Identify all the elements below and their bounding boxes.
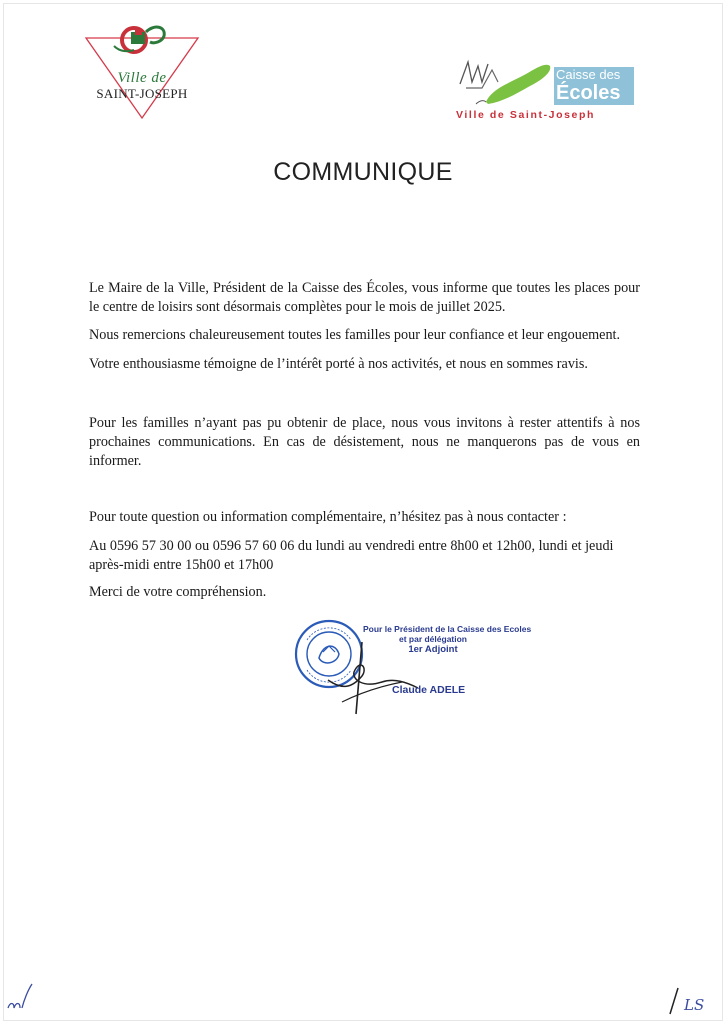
logo-left-line1: Ville de bbox=[117, 70, 167, 86]
paragraph-thanks: Nous remercions chaleureusement toutes les familles pour leur confiance et leur engouement. bbox=[89, 327, 621, 343]
logo-left-line2: SAINT-JOSEPH bbox=[96, 86, 188, 101]
initials-right-text-icon: LS bbox=[684, 996, 705, 1014]
initials-right bbox=[662, 984, 712, 1018]
ville-saint-joseph-logo bbox=[84, 22, 200, 122]
signature-line1: Pour le Président de la Caisse des Ecoles bbox=[363, 624, 532, 634]
logo-right-caisse: Caisse des bbox=[556, 67, 621, 82]
paragraph-waitlist: Pour les familles n’ayant pas pu obtenir de place, nous vous invitons à rester attentifs à nos prochaines communications. En cas de désistement, nous ne manquerons pas de vous en informer. bbox=[89, 415, 640, 469]
signature-block bbox=[363, 624, 532, 656]
caisse-des-ecoles-logo bbox=[452, 52, 642, 124]
signature-line3: 1er Adjoint bbox=[408, 644, 458, 655]
signature-line2: et par délégation bbox=[398, 634, 467, 644]
paragraph-closing: Merci de votre compréhension. bbox=[89, 584, 267, 600]
initials-left-icon bbox=[4, 978, 38, 1012]
paragraph-announcement: Le Maire de la Ville, Président de la Caisse des Écoles, vous informe que toutes les places pour le centre de loisirs sont désormais complètes pour le mois de juillet 2025. bbox=[89, 280, 640, 315]
signatory-name: Claude ADELE bbox=[392, 684, 466, 696]
logo-right-ecoles: Écoles bbox=[556, 82, 621, 104]
paragraph-contact-intro: Pour toute question ou information complémentaire, n’hésitez pas à nous contacter : bbox=[89, 509, 567, 525]
logo-right-ville: Ville de Saint-Joseph bbox=[456, 109, 596, 121]
page-title: COMMUNIQUE bbox=[273, 158, 453, 186]
paragraph-enthusiasm: Votre enthousiasme témoigne de l’intérêt porté à nos activités, et nous en sommes ravis. bbox=[89, 356, 588, 372]
paragraph-contact-details: Au 0596 57 30 00 ou 0596 57 60 06 du lundi au vendredi entre 8h00 et 12h00, lundi et jeudi après-midi entre 15h00 et 17h00 bbox=[89, 538, 614, 573]
